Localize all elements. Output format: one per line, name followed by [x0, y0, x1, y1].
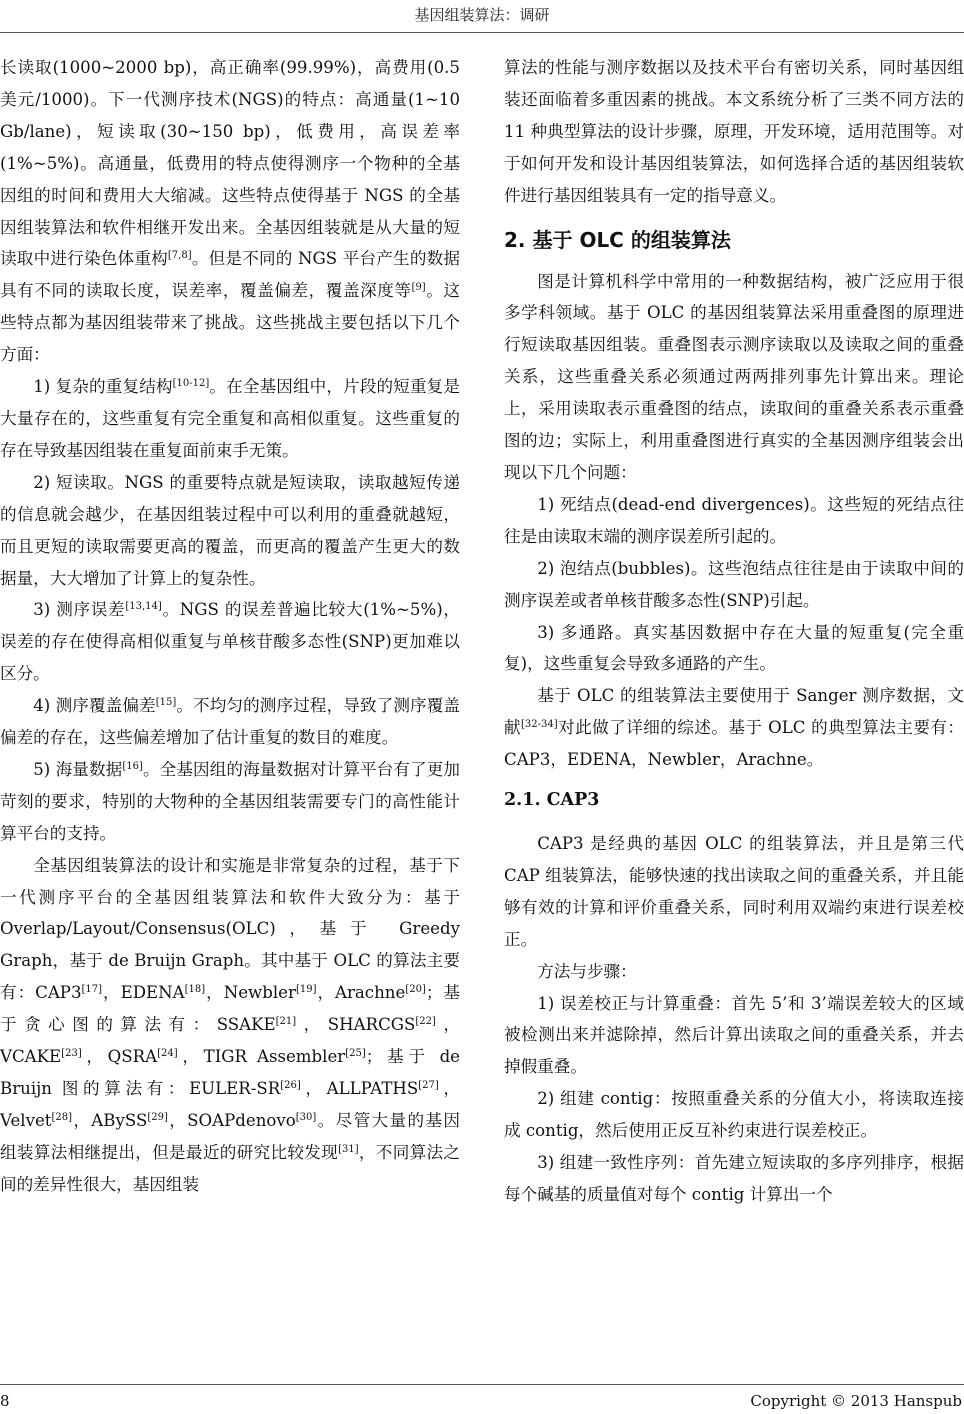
page-number: 8 — [0, 1392, 10, 1410]
challenge-short-reads: 2) 短读取。NGS 的重要特点就是短读取，读取越短传递的信息就会越少，在基因组装过程中可以利用的重叠就越短，而且更短的读取需要更高的覆盖，而更高的覆盖产生更大的数据量，大大增加了计算上的复杂性。 — [0, 472, 460, 588]
problem-multipath: 3) 多通路。真实基因数据中存在大量的短重复(完全重复)，这些重复会导致多通路的产生。 — [504, 622, 964, 674]
header-rule — [0, 32, 964, 33]
step-consensus: 3) 组建一致性序列：首先建立短读取的多序列排序，根据每个碱基的质量值对每个 contig 计算出一个 — [504, 1153, 964, 1204]
right-column — [504, 52, 964, 1211]
paragraph-olc-algorithms: 基于 OLC 的组装算法主要使用于 Sanger 测序数据，文献[32-34]对此做了详细的综述。基于 OLC 的典型算法主要有：CAP3，EDENA，Newbler，Arachne。 — [504, 686, 964, 770]
problem-bubbles: 2) 泡结点(bubbles)。这些泡结点往往是由于读取中间的测序误差或者单核苷酸多态性(SNP)引起。 — [504, 558, 964, 610]
paragraph-methods-label: 方法与步骤： — [537, 961, 637, 981]
paragraph-survey-scope: 算法的性能与测序数据以及技术平台有密切关系，同时基因组装还面临着多重因素的挑战。本文系统分析了三类不同方法的 11 种典型算法的设计步骤，原理，开发环境，适用范围等。对于如何开发和设计基因组装算法，如何选择合适的基因组装软件进行基因组装具有一定的指导意义。 — [504, 58, 964, 205]
paragraph-ngs-intro: 长读取(1000~2000 bp)，高正确率(99.99%)，高费用(0.5美元/1000)。下一代测序技术(NGS)的特点：高通量(1~10 Gb/lane)，短读取(30~150 bp)，低费用，高误差率(1%~5%)。高通量，低费用的特点使得测序一个物种的全基因组的时间和费用大大缩减。这些特点使得基于 NGS 的全基因组装算法和软件相继开发出来。全基因组装就是从大量的短读取中进行染色体重构[7,8]。但是不同的 NGS 平台产生的数据具有不同的读取长度，误差率，覆盖偏差，覆盖深度等[9]。这些特点都为基因组装带来了挑战。这些挑战主要包括以下几个方面： — [0, 58, 461, 365]
running-head: 基因组装算法：调研 — [414, 6, 550, 24]
challenge-repeats: 1) 复杂的重复结构[10-12]。在全基因组中，片段的短重复是大量存在的，这些重复有完全重复和高相似重复。这些重复的存在导致基因组装在重复面前束手无策。 — [0, 377, 460, 460]
subsection-heading-cap3: 2.1. CAP3 — [504, 790, 600, 811]
problem-dead-end: 1) 死结点(dead-end divergences)。这些短的死结点往往是由读取末端的测序误差所引起的。 — [504, 494, 964, 546]
paragraph-cap3-intro: CAP3 是经典的基因 OLC 的组装算法，并且是第三代 CAP 组装算法，能够快速的找出读取之间的重叠关系，并且能够有效的计算和评价重叠关系，同时利用双端约束进行误差校正。 — [504, 834, 964, 949]
challenge-massive-data: 5) 海量数据[16]。全基因组的海量数据对计算平台有了更加苛刻的要求，特别的大物种的全基因组装需要专门的高性能计算平台的支持。 — [0, 759, 461, 843]
challenge-coverage-bias: 4) 测序覆盖偏差[15]。不均匀的测序过程，导致了测序覆盖偏差的存在，这些偏差增加了估计重复的数目的难度。 — [0, 696, 460, 748]
footer-rule — [0, 1384, 964, 1385]
step-build-contig: 2) 组建 contig：按照重叠关系的分值大小，将读取连接成 contig，然后使用正反互补约束进行误差校正。 — [504, 1089, 964, 1141]
paragraph-algorithm-classes: 全基因组装算法的设计和实施是非常复杂的过程，基于下一代测序平台的全基因组装算法和软件大致分为：基于 Overlap/Layout/Consensus(OLC)，基于 Greedy Graph，基于 de Bruijn Graph。其中基于 OLC 的算法主要有：CAP3[17]，EDENA[18]，Newbler[19]，Arachne[20]；基于贪心图的算法有：SSAKE[21]，SHARCGS[22]，VCAKE[23]，QSRA[24]，TIGR Assembler[25]；基于 de Bruijn 图的算法有：EULER-SR[26]，ALLPATHS[27]，Velvet[28]，ABySS[29]，SOAPdenovo[30]。尽管大量的基因组装算法相继提出，但是最近的研究比较发现[31]，不同算法之间的差异性很大，基因组装 — [0, 855, 461, 1194]
section-heading-olc: 2. 基于 OLC 的组装算法 — [504, 227, 731, 252]
step-error-correction: 1) 误差校正与计算重叠：首先 5’和 3’端误差较大的区域被检测出来并滤除掉，然后计算出读取之间的重叠关系，并去掉假重叠。 — [504, 993, 964, 1077]
paragraph-overlap-graph: 图是计算机科学中常用的一种数据结构，被广泛应用于很多学科领域。基于 OLC 的基因组装算法采用重叠图的原理进行短读取基因组装。重叠图表示测序读取以及读取之间的重叠关系，这些重叠关系必须通过两两排列事先计算出来。理论上，采用读取表示重叠图的结点，读取间的重叠关系表示重叠图的边；实际上，利用重叠图进行真实的全基因测序组装会出现以下几个问题： — [504, 271, 964, 482]
left-column — [0, 52, 460, 1201]
copyright-notice: Copyright © 2013 Hanspub — [750, 1392, 962, 1410]
challenge-seq-error: 3) 测序误差[13,14]。NGS 的误差普遍比较大(1%~5%)，误差的存在使得高相似重复与单核苷酸多态性(SNP)更加难以区分。 — [0, 600, 461, 684]
